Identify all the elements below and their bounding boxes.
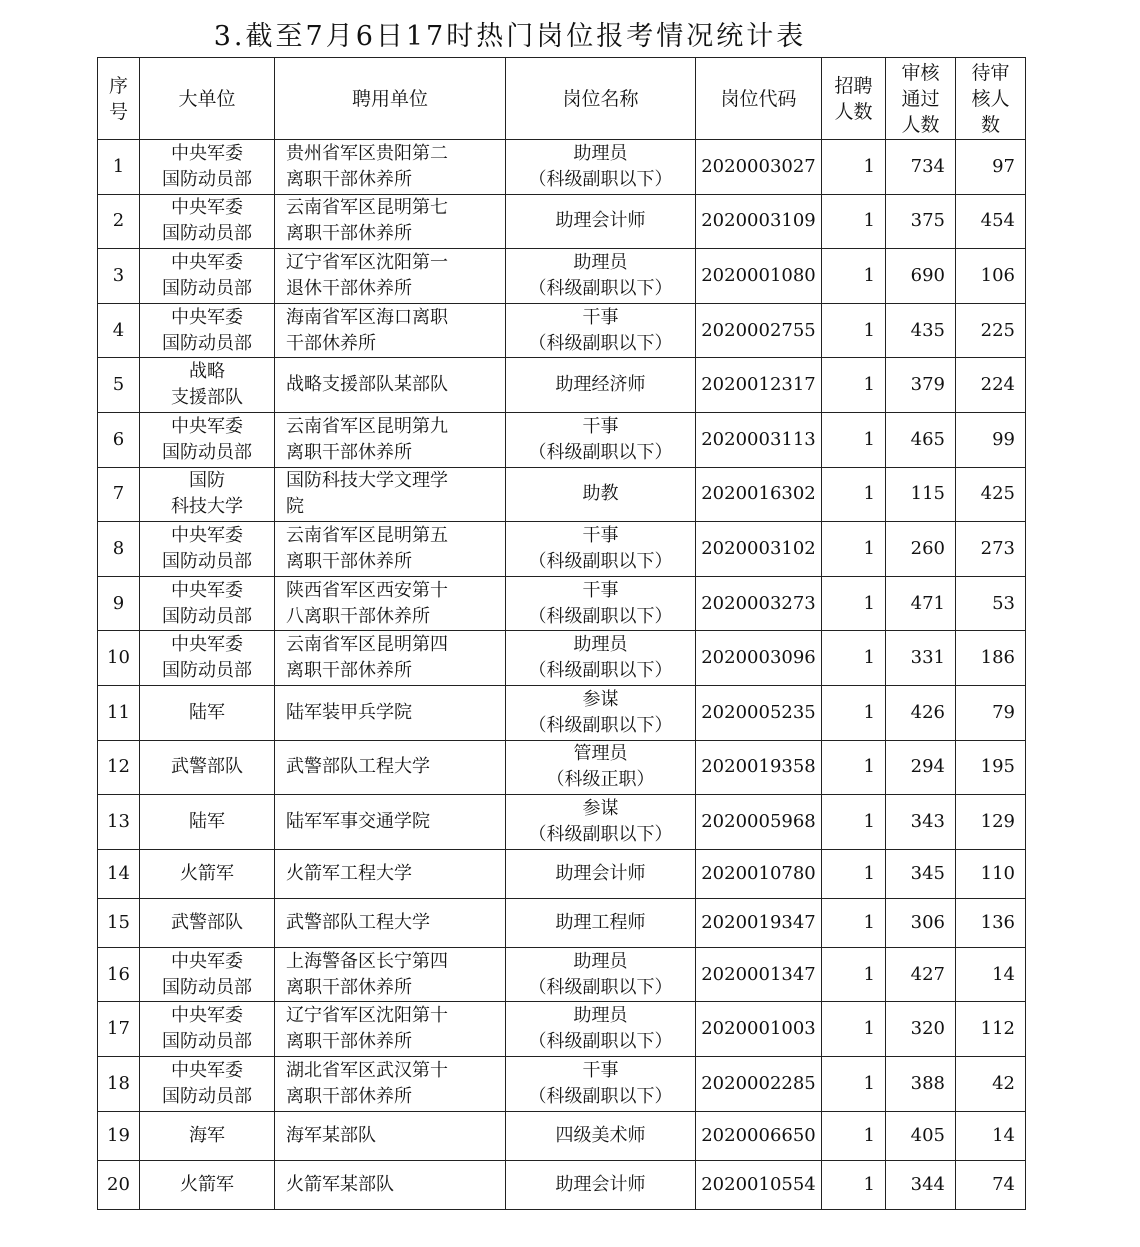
cell-recruit: 1 (822, 467, 886, 522)
table-body (98, 140, 1026, 1210)
cell-position: 干事 （科级副职以下） (506, 576, 696, 631)
document-title: 3.截至7月6日17时热门岗位报考情况统计表 (213, 21, 807, 52)
cell-position: 干事 （科级副职以下） (506, 412, 696, 467)
cell-recruit: 1 (822, 140, 886, 195)
cell-code: 2020002755 (696, 303, 822, 358)
table-row (98, 249, 1026, 304)
cell-org: 武警部队 (140, 740, 275, 795)
cell-code: 2020010554 (696, 1160, 822, 1209)
cell-code: 2020001347 (696, 947, 822, 1002)
cell-employer: 云南省军区昆明第四 离职干部休养所 (275, 631, 506, 686)
cell-recruit: 1 (822, 576, 886, 631)
cell-org: 陆军 (140, 685, 275, 740)
cell-org: 中央军委 国防动员部 (140, 576, 275, 631)
cell-passed: 344 (886, 1160, 956, 1209)
cell-pending: 14 (956, 1111, 1026, 1160)
cell-passed: 115 (886, 467, 956, 522)
cell-org: 中央军委 国防动员部 (140, 947, 275, 1002)
table-row (98, 1111, 1026, 1160)
header-index: 序 号 (98, 58, 140, 140)
statistics-table (97, 57, 1026, 1210)
cell-position: 管理员 （科级正职） (506, 740, 696, 795)
cell-index: 13 (98, 795, 140, 850)
cell-org: 中央军委 国防动员部 (140, 303, 275, 358)
cell-position: 参谋 （科级副职以下） (506, 795, 696, 850)
table-row (98, 1056, 1026, 1111)
cell-passed: 343 (886, 795, 956, 850)
table-row (98, 194, 1026, 249)
cell-recruit: 1 (822, 740, 886, 795)
cell-employer: 陆军军事交通学院 (275, 795, 506, 850)
cell-org: 中央军委 国防动员部 (140, 1002, 275, 1057)
cell-index: 8 (98, 522, 140, 577)
cell-employer: 武警部队工程大学 (275, 898, 506, 947)
cell-index: 3 (98, 249, 140, 304)
table-row (98, 849, 1026, 898)
header-org: 大单位 (140, 58, 275, 140)
cell-passed: 379 (886, 358, 956, 413)
cell-pending: 53 (956, 576, 1026, 631)
cell-position: 助理经济师 (506, 358, 696, 413)
cell-position: 四级美术师 (506, 1111, 696, 1160)
cell-code: 2020003113 (696, 412, 822, 467)
cell-pending: 110 (956, 849, 1026, 898)
cell-pending: 129 (956, 795, 1026, 850)
cell-passed: 320 (886, 1002, 956, 1057)
cell-recruit: 1 (822, 1002, 886, 1057)
header-recruit: 招聘 人数 (822, 58, 886, 140)
cell-employer: 火箭军工程大学 (275, 849, 506, 898)
cell-index: 1 (98, 140, 140, 195)
cell-position: 干事 （科级副职以下） (506, 522, 696, 577)
table-row (98, 898, 1026, 947)
cell-recruit: 1 (822, 303, 886, 358)
cell-employer: 国防科技大学文理学 院 (275, 467, 506, 522)
cell-org: 火箭军 (140, 1160, 275, 1209)
cell-code: 2020019347 (696, 898, 822, 947)
cell-position: 助理会计师 (506, 1160, 696, 1209)
cell-position: 助理会计师 (506, 194, 696, 249)
cell-pending: 273 (956, 522, 1026, 577)
cell-code: 2020010780 (696, 849, 822, 898)
cell-passed: 734 (886, 140, 956, 195)
cell-employer: 辽宁省军区沈阳第十 离职干部休养所 (275, 1002, 506, 1057)
cell-code: 2020003096 (696, 631, 822, 686)
cell-code: 2020005235 (696, 685, 822, 740)
cell-code: 2020001003 (696, 1002, 822, 1057)
cell-passed: 260 (886, 522, 956, 577)
cell-org: 火箭军 (140, 849, 275, 898)
cell-employer: 云南省军区昆明第九 离职干部休养所 (275, 412, 506, 467)
cell-index: 5 (98, 358, 140, 413)
cell-code: 2020012317 (696, 358, 822, 413)
cell-code: 2020006650 (696, 1111, 822, 1160)
cell-index: 16 (98, 947, 140, 1002)
cell-position: 助理员 （科级副职以下） (506, 947, 696, 1002)
table-row (98, 1160, 1026, 1209)
cell-passed: 294 (886, 740, 956, 795)
table-row (98, 631, 1026, 686)
cell-passed: 306 (886, 898, 956, 947)
cell-index: 14 (98, 849, 140, 898)
table-row (98, 412, 1026, 467)
cell-recruit: 1 (822, 194, 886, 249)
cell-recruit: 1 (822, 947, 886, 1002)
cell-recruit: 1 (822, 1111, 886, 1160)
cell-employer: 战略支援部队某部队 (275, 358, 506, 413)
cell-org: 中央军委 国防动员部 (140, 140, 275, 195)
cell-index: 15 (98, 898, 140, 947)
cell-pending: 454 (956, 194, 1026, 249)
cell-position: 参谋 （科级副职以下） (506, 685, 696, 740)
header-position: 岗位名称 (506, 58, 696, 140)
cell-recruit: 1 (822, 685, 886, 740)
cell-passed: 427 (886, 947, 956, 1002)
cell-employer: 武警部队工程大学 (275, 740, 506, 795)
cell-org: 中央军委 国防动员部 (140, 412, 275, 467)
header-row (98, 58, 1026, 140)
cell-employer: 陆军装甲兵学院 (275, 685, 506, 740)
cell-employer: 辽宁省军区沈阳第一 退休干部休养所 (275, 249, 506, 304)
header-employer: 聘用单位 (275, 58, 506, 140)
cell-employer: 海南省军区海口离职 干部休养所 (275, 303, 506, 358)
cell-position: 助理员 （科级副职以下） (506, 249, 696, 304)
cell-org: 海军 (140, 1111, 275, 1160)
cell-pending: 79 (956, 685, 1026, 740)
cell-employer: 贵州省军区贵阳第二 离职干部休养所 (275, 140, 506, 195)
cell-pending: 106 (956, 249, 1026, 304)
cell-pending: 42 (956, 1056, 1026, 1111)
cell-passed: 435 (886, 303, 956, 358)
table-row (98, 576, 1026, 631)
header-code: 岗位代码 (696, 58, 822, 140)
cell-code: 2020003273 (696, 576, 822, 631)
cell-org: 中央军委 国防动员部 (140, 1056, 275, 1111)
cell-pending: 186 (956, 631, 1026, 686)
cell-passed: 405 (886, 1111, 956, 1160)
cell-recruit: 1 (822, 249, 886, 304)
cell-pending: 99 (956, 412, 1026, 467)
cell-passed: 375 (886, 194, 956, 249)
cell-code: 2020003102 (696, 522, 822, 577)
table-row (98, 947, 1026, 1002)
cell-pending: 224 (956, 358, 1026, 413)
table-row (98, 140, 1026, 195)
cell-pending: 112 (956, 1002, 1026, 1057)
table-row (98, 1002, 1026, 1057)
cell-org: 中央军委 国防动员部 (140, 522, 275, 577)
cell-org: 中央军委 国防动员部 (140, 249, 275, 304)
cell-recruit: 1 (822, 522, 886, 577)
cell-recruit: 1 (822, 898, 886, 947)
cell-position: 助理员 （科级副职以下） (506, 1002, 696, 1057)
cell-position: 助教 (506, 467, 696, 522)
cell-pending: 225 (956, 303, 1026, 358)
cell-position: 助理工程师 (506, 898, 696, 947)
cell-position: 助理会计师 (506, 849, 696, 898)
cell-passed: 465 (886, 412, 956, 467)
cell-index: 9 (98, 576, 140, 631)
cell-position: 干事 （科级副职以下） (506, 303, 696, 358)
cell-code: 2020003027 (696, 140, 822, 195)
table-row (98, 303, 1026, 358)
cell-employer: 云南省军区昆明第七 离职干部休养所 (275, 194, 506, 249)
cell-org: 中央军委 国防动员部 (140, 631, 275, 686)
cell-employer: 云南省军区昆明第五 离职干部休养所 (275, 522, 506, 577)
cell-code: 2020005968 (696, 795, 822, 850)
cell-code: 2020003109 (696, 194, 822, 249)
cell-position: 助理员 （科级副职以下） (506, 631, 696, 686)
cell-index: 18 (98, 1056, 140, 1111)
cell-recruit: 1 (822, 412, 886, 467)
cell-code: 2020019358 (696, 740, 822, 795)
cell-passed: 426 (886, 685, 956, 740)
cell-org: 战略 支援部队 (140, 358, 275, 413)
cell-passed: 388 (886, 1056, 956, 1111)
cell-org: 国防 科技大学 (140, 467, 275, 522)
table-row (98, 795, 1026, 850)
cell-index: 10 (98, 631, 140, 686)
cell-index: 19 (98, 1111, 140, 1160)
cell-employer: 陕西省军区西安第十 八离职干部休养所 (275, 576, 506, 631)
cell-code: 2020016302 (696, 467, 822, 522)
cell-index: 20 (98, 1160, 140, 1209)
cell-passed: 471 (886, 576, 956, 631)
cell-employer: 上海警备区长宁第四 离职干部休养所 (275, 947, 506, 1002)
cell-passed: 690 (886, 249, 956, 304)
cell-code: 2020001080 (696, 249, 822, 304)
cell-recruit: 1 (822, 358, 886, 413)
cell-index: 12 (98, 740, 140, 795)
cell-position: 干事 （科级副职以下） (506, 1056, 696, 1111)
header-passed: 审核 通过 人数 (886, 58, 956, 140)
cell-org: 陆军 (140, 795, 275, 850)
cell-recruit: 1 (822, 849, 886, 898)
cell-passed: 345 (886, 849, 956, 898)
cell-pending: 97 (956, 140, 1026, 195)
table-row (98, 522, 1026, 577)
cell-pending: 14 (956, 947, 1026, 1002)
cell-pending: 195 (956, 740, 1026, 795)
cell-index: 11 (98, 685, 140, 740)
cell-recruit: 1 (822, 1160, 886, 1209)
cell-org: 武警部队 (140, 898, 275, 947)
cell-pending: 425 (956, 467, 1026, 522)
cell-index: 2 (98, 194, 140, 249)
cell-index: 6 (98, 412, 140, 467)
cell-position: 助理员 （科级副职以下） (506, 140, 696, 195)
table-row (98, 685, 1026, 740)
cell-org: 中央军委 国防动员部 (140, 194, 275, 249)
cell-recruit: 1 (822, 631, 886, 686)
cell-index: 7 (98, 467, 140, 522)
cell-recruit: 1 (822, 795, 886, 850)
header-pending: 待审 核人 数 (956, 58, 1026, 140)
cell-recruit: 1 (822, 1056, 886, 1111)
cell-employer: 海军某部队 (275, 1111, 506, 1160)
table-row (98, 740, 1026, 795)
cell-index: 4 (98, 303, 140, 358)
cell-employer: 火箭军某部队 (275, 1160, 506, 1209)
cell-passed: 331 (886, 631, 956, 686)
cell-index: 17 (98, 1002, 140, 1057)
cell-pending: 136 (956, 898, 1026, 947)
cell-code: 2020002285 (696, 1056, 822, 1111)
cell-employer: 湖北省军区武汉第十 离职干部休养所 (275, 1056, 506, 1111)
cell-pending: 74 (956, 1160, 1026, 1209)
table-row (98, 467, 1026, 522)
table-row (98, 358, 1026, 413)
